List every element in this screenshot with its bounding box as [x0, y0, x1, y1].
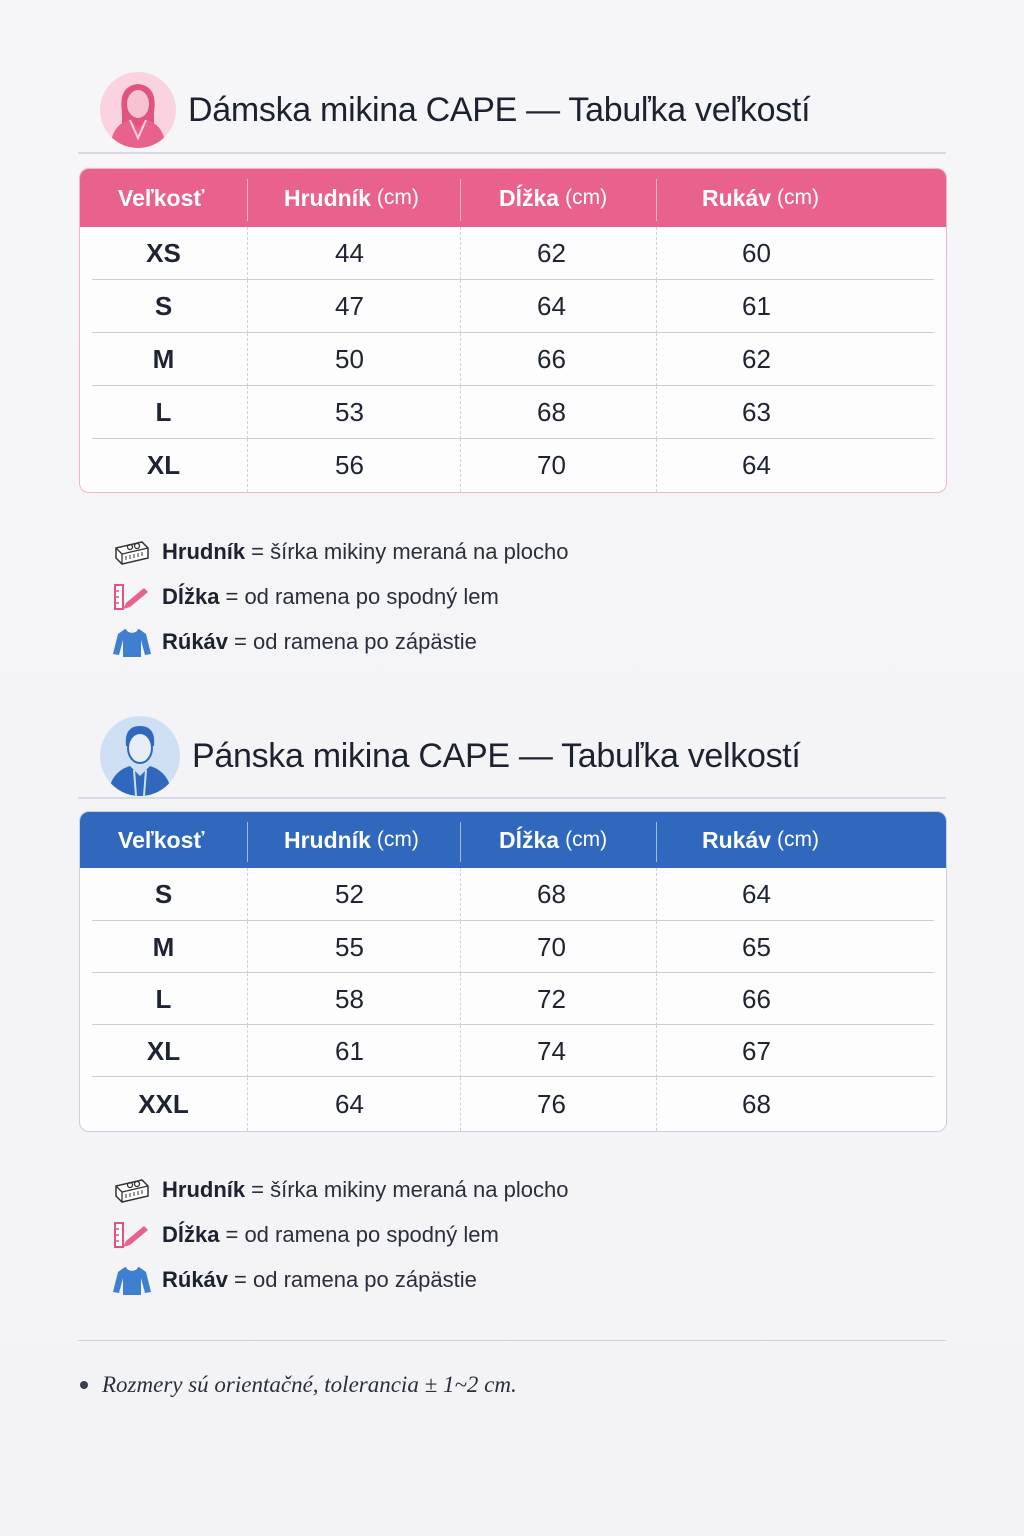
table-row [80, 973, 946, 1025]
cell-chest: 52 [247, 868, 460, 921]
cell-size: S [154, 879, 173, 909]
cell-sleeve: 64 [656, 868, 946, 921]
men-divider [78, 797, 946, 799]
table-row [80, 868, 946, 921]
legend-term: Rúkáv [162, 1266, 229, 1292]
cell-size: L [155, 983, 172, 1014]
table-row [80, 1077, 946, 1131]
table-row [80, 1025, 946, 1077]
cell-chest: 44 [247, 227, 460, 280]
sweater-icon [112, 626, 152, 658]
header-size [80, 812, 247, 868]
header-size [80, 169, 247, 227]
cell-length: 74 [460, 1025, 656, 1077]
cell-size: L [155, 397, 172, 427]
cell-length: 62 [460, 227, 656, 280]
cell-sleeve: 63 [656, 386, 946, 439]
women-heading [100, 72, 810, 148]
cell-size: M [152, 931, 175, 962]
header-length [460, 169, 656, 227]
header-label: Hrudník [284, 826, 371, 853]
cell-length: 64 [460, 280, 656, 333]
cell-sleeve: 64 [656, 439, 946, 492]
cell-chest: 50 [247, 333, 460, 386]
header-sleeve [656, 169, 946, 227]
cell-length: 68 [460, 386, 656, 439]
cell-chest: 47 [247, 280, 460, 333]
legend-term: Hrudník [162, 1176, 246, 1202]
legend-desc: = od ramena po spodný lem [225, 583, 499, 609]
table-row [80, 386, 946, 439]
men-legend [112, 1167, 568, 1302]
cell-sleeve: 66 [656, 973, 946, 1025]
header-label: Rukáv [702, 826, 772, 853]
cell-length: 66 [460, 333, 656, 386]
header-unit: (cm) [376, 186, 419, 209]
header-sleeve [656, 812, 946, 868]
cell-chest: 53 [247, 386, 460, 439]
cell-sleeve: 61 [656, 280, 946, 333]
cell-size: M [152, 344, 175, 374]
legend-desc: = od ramena po spodný lem [225, 1221, 499, 1247]
table-row [80, 333, 946, 386]
header-label: Hrudník [284, 184, 371, 211]
women-table-header [80, 169, 946, 227]
legend-desc: = od ramena po zápästie [234, 1266, 477, 1292]
cell-chest: 55 [247, 921, 460, 973]
ruler-pencil-icon [112, 1219, 152, 1251]
women-legend [112, 529, 568, 664]
cell-sleeve: 68 [656, 1077, 946, 1131]
table-row [80, 280, 946, 333]
header-length [460, 812, 656, 868]
header-unit: (cm) [565, 828, 608, 851]
header-unit: (cm) [777, 828, 820, 851]
legend-term: Dĺžka [162, 1221, 220, 1247]
cell-length: 76 [460, 1077, 656, 1131]
legend-term: Dĺžka [162, 583, 220, 609]
header-label: Veľkosť [118, 826, 205, 853]
footer-divider [78, 1340, 946, 1341]
measuring-tape-icon [112, 536, 152, 568]
men-heading [100, 716, 801, 796]
sweater-icon [112, 1264, 152, 1296]
cell-size: XL [146, 1035, 181, 1066]
tolerance-note [80, 1372, 517, 1398]
legend-term: Rúkáv [162, 628, 229, 654]
tolerance-note-text: Rozmery sú orientačné, tolerancia ± 1~2 cm. [102, 1372, 517, 1397]
legend-desc: = od ramena po zápästie [234, 628, 477, 654]
cell-sleeve: 65 [656, 921, 946, 973]
cell-length: 70 [460, 439, 656, 492]
cell-length: 68 [460, 868, 656, 921]
legend-item-length [112, 1212, 568, 1257]
cell-sleeve: 67 [656, 1025, 946, 1077]
men-title: Pánska mikina CAPE — Tabuľka velkostí [192, 736, 801, 775]
legend-desc: = šírka mikiny meraná na plocho [251, 538, 569, 564]
cell-size: XS [146, 238, 181, 268]
cell-chest: 56 [247, 439, 460, 492]
bullet-icon [80, 1381, 88, 1389]
header-label: Veľkosť [118, 184, 205, 211]
legend-item-chest [112, 529, 568, 574]
legend-item-chest [112, 1167, 568, 1212]
men-table-header [80, 812, 946, 868]
cell-length: 70 [460, 921, 656, 973]
cell-size: XL [146, 450, 181, 480]
cell-size: S [154, 291, 173, 321]
header-label: Dĺžka [499, 826, 560, 853]
cell-chest: 61 [247, 1025, 460, 1077]
cell-chest: 64 [247, 1077, 460, 1131]
header-unit: (cm) [376, 828, 419, 851]
legend-item-sleeve [112, 1257, 568, 1302]
legend-desc: = šírka mikiny meraná na plocho [251, 1176, 569, 1202]
men-size-table [79, 811, 947, 1132]
header-label: Rukáv [702, 184, 772, 211]
header-chest [247, 169, 460, 227]
header-unit: (cm) [565, 186, 608, 209]
header-unit: (cm) [777, 186, 820, 209]
cell-sleeve: 62 [656, 333, 946, 386]
table-row [80, 921, 946, 973]
women-title: Dámska mikina CAPE — Tabuľka veľkostí [188, 90, 811, 129]
measuring-tape-icon [112, 1174, 152, 1206]
table-row [80, 439, 946, 492]
women-size-table [79, 168, 947, 493]
table-row [80, 227, 946, 280]
cell-sleeve: 60 [656, 227, 946, 280]
man-avatar-icon [100, 716, 180, 796]
legend-term: Hrudník [162, 538, 246, 564]
woman-avatar-icon [100, 72, 176, 148]
header-label: Dĺžka [499, 184, 560, 211]
cell-size: XXL [138, 1088, 189, 1119]
cell-length: 72 [460, 973, 656, 1025]
women-divider [78, 152, 946, 154]
legend-item-sleeve [112, 619, 568, 664]
legend-item-length [112, 574, 568, 619]
ruler-pencil-icon [112, 581, 152, 613]
cell-chest: 58 [247, 973, 460, 1025]
header-chest [247, 812, 460, 868]
